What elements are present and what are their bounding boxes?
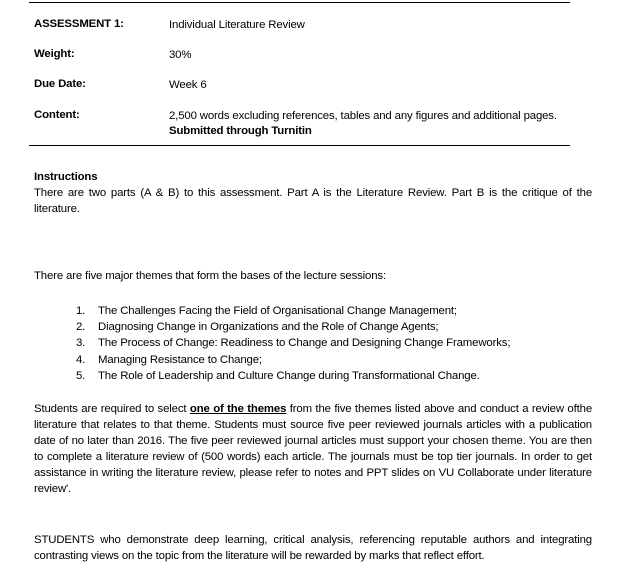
submission-note: Submitted through Turnitin bbox=[169, 125, 312, 137]
list-number: 4. bbox=[76, 353, 86, 366]
instructions-section bbox=[34, 169, 592, 217]
due-date-label: Due Date: bbox=[34, 78, 86, 90]
requirements-emphasis: one of the themes bbox=[189, 403, 287, 415]
due-date-value: Week 6 bbox=[169, 79, 207, 91]
weight-label: Weight: bbox=[34, 48, 75, 60]
list-item bbox=[64, 319, 564, 335]
requirements-text-end: from the five themes listed above and conduct a review ofthe literature that relates to that theme. Students must source five peer reviewed journals articles with a publication date of no later than 2016. The five peer reviewed journal articles must support your chosen theme. You are then to complete a literature review of (500 words) each article. The journals must be top tier journals. In order to get assistance in writing the literature review, please refer to notes and PPT slides on VU Collaborate under literature review'. bbox=[34, 403, 593, 495]
list-number: 2. bbox=[76, 321, 86, 334]
requirements-text-start: Students are required to select bbox=[34, 403, 190, 415]
weight-value: 30% bbox=[169, 49, 192, 61]
theme-text: Diagnosing Change in Organizations and the Role of Change Agents; bbox=[98, 321, 439, 334]
list-number: 3. bbox=[76, 337, 86, 350]
table-bottom-rule bbox=[29, 145, 570, 146]
instructions-heading: Instructions bbox=[34, 171, 98, 183]
list-item bbox=[64, 352, 564, 368]
instructions-text: There are two parts (A & B) to this assessment. Part A is the Literature Review. Part B is the critique of the literature. bbox=[34, 187, 592, 215]
themes-list bbox=[64, 303, 564, 384]
theme-text: The Process of Change: Readiness to Change and Designing Change Frameworks; bbox=[98, 337, 511, 350]
themes-intro: There are five major themes that form the bases of the lecture sessions: bbox=[34, 270, 386, 282]
list-item bbox=[64, 303, 564, 319]
list-item bbox=[64, 335, 564, 351]
closing-paragraph: STUDENTS who demonstrate deep learning, critical analysis, referencing reputable authors and integrating contrasting views on the topic from the literature will be rewarded by marks that reflect effort. bbox=[34, 534, 592, 562]
list-number: 5. bbox=[76, 369, 86, 382]
list-item bbox=[64, 368, 564, 384]
requirements-paragraph bbox=[34, 401, 592, 497]
theme-text: The Challenges Facing the Field of Organisational Change Management; bbox=[98, 305, 457, 317]
content-label: Content: bbox=[34, 109, 80, 121]
theme-text: Managing Resistance to Change; bbox=[98, 353, 262, 366]
list-number: 1. bbox=[76, 305, 86, 317]
table-top-rule bbox=[29, 2, 570, 3]
assessment-label: ASSESSMENT 1: bbox=[34, 18, 124, 30]
content-text: 2,500 words excluding references, tables and any figures and additional pages. bbox=[169, 110, 557, 122]
assessment-value: Individual Literature Review bbox=[169, 19, 305, 31]
content-value bbox=[169, 109, 594, 139]
theme-text: The Role of Leadership and Culture Change during Transformational Change. bbox=[98, 369, 480, 382]
